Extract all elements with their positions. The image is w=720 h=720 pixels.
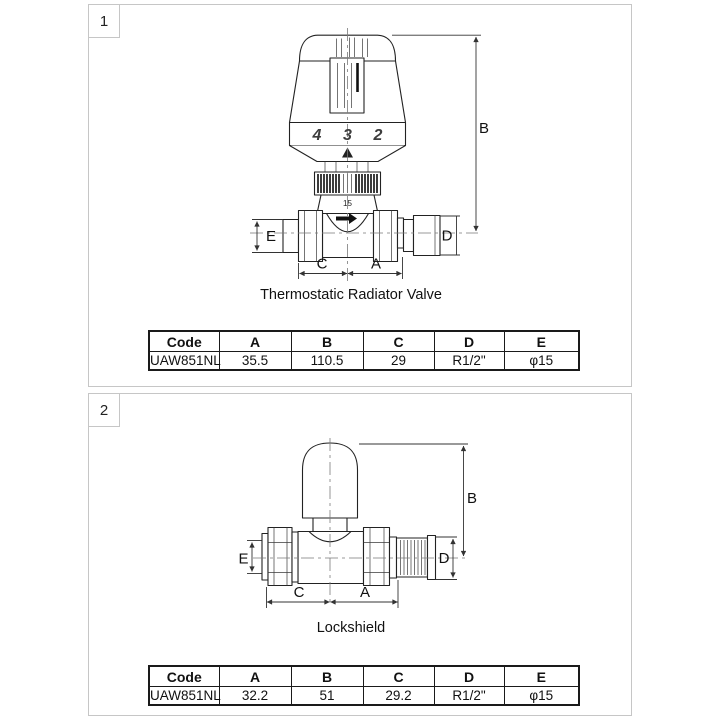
size-mark: 15 [343,199,352,208]
cell-code: UAW851NL [150,353,221,368]
col-header-code: Code [149,331,219,352]
cell-e: φ15 [504,352,579,371]
scale-number-4: 4 [312,127,322,144]
table-row [149,352,579,371]
col-header-b: B [291,331,363,352]
dim-label-a: A [370,255,382,273]
spec-table-lockshield [148,665,580,706]
valve-body [283,211,440,262]
thermostatic-valve-drawing [245,25,492,283]
col-header-d: D [434,666,504,687]
left-union-nut [299,211,323,262]
cell-code: UAW851NL [150,688,221,703]
valve-body [262,528,436,586]
scale-number-3: 3 [343,127,352,144]
cell-c: 29.2 [363,687,434,706]
table-header-row [149,666,579,687]
dim-label-c: C [293,584,305,601]
cell-d: R1/2" [434,687,504,706]
col-header-code: Code [149,666,219,687]
inlet-stub [283,220,299,253]
dim-label-b: B [479,120,490,137]
section-lockshield [88,393,632,716]
dim-label-e: E [265,228,277,245]
cell-e: φ15 [504,687,579,706]
dim-label-b: B [467,490,478,507]
col-header-d: D [434,331,504,352]
col-header-e: E [504,331,579,352]
col-header-a: A [219,331,291,352]
body-tube [298,532,364,584]
section-thermostatic-valve [88,4,632,387]
cell-b: 110.5 [291,352,363,371]
dim-label-c: C [316,255,328,273]
dim-label-e: E [238,550,249,568]
male-tail [414,216,441,256]
table-row [149,687,579,706]
col-header-b: B [291,666,363,687]
male-thread [397,538,428,577]
caption-thermostatic-radiator-valve: Thermostatic Radiator Valve [260,287,442,303]
section-1-number: 1 [88,4,120,38]
dim-label-a: A [359,584,371,601]
scale-number-2: 2 [373,127,383,144]
dim-label-d: D [441,227,453,245]
cell-b: 51 [291,687,363,706]
right-hex-nut [364,528,390,586]
cell-c: 29 [363,352,434,371]
col-header-c: C [363,666,434,687]
left-hex-nut [268,528,292,586]
col-header-c: C [363,331,434,352]
cell-d: R1/2" [434,352,504,371]
col-header-e: E [504,666,579,687]
cell-a: 32.2 [219,687,291,706]
col-header-a: A [219,666,291,687]
dim-label-d: D [438,550,450,567]
lockshield-drawing [235,435,480,613]
cell-a: 35.5 [219,352,291,371]
right-union-nut [374,211,398,262]
section-2-number: 2 [88,393,120,427]
caption-lockshield: Lockshield [316,620,386,636]
table-header-row [149,331,579,352]
spec-table-thermostatic [148,330,580,371]
